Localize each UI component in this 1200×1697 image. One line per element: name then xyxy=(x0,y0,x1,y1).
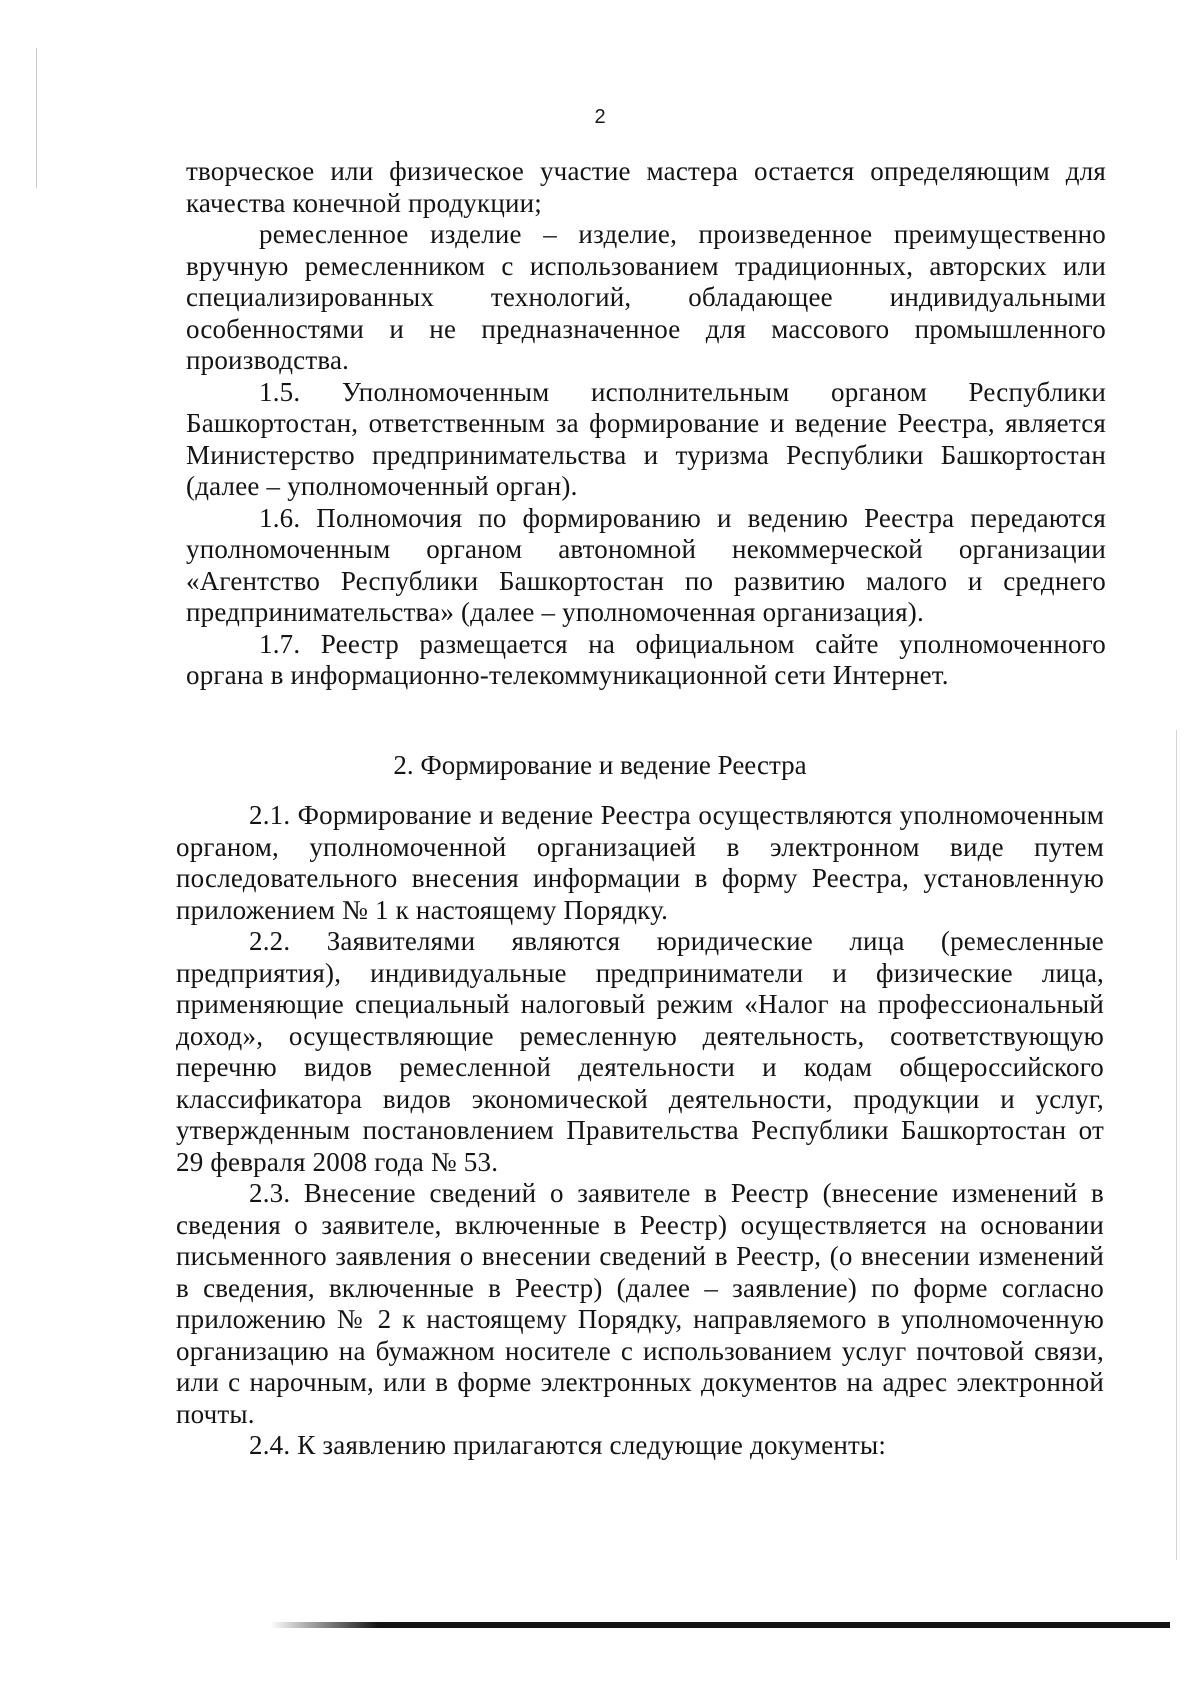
section-heading-2: 2. Формирование и ведение Реестра xyxy=(393,750,807,780)
paragraph-2-4: 2.4. К заявлению прилагаются следующие документы: xyxy=(249,1430,887,1460)
paragraph-2-3: 2.3. Внесение сведений о заявителе в Реестр (внесение изменений в сведения о заявителе, включенные в Реестр) осуществляется на основании письменного заявления о внесении сведений в Реестр, (о внесении изменений в сведения, включенные в Реестр) (далее – заявление) по форме согласно приложению № 2 к настоящему Порядку, направляемого в уполномоченную организацию на бумажном носителе с использованием услуг почтовой связи, или с нарочным, или в форме электронных документов на адрес электронной почты. xyxy=(176,1178,1104,1429)
paragraph-1-5: 1.5. Уполномоченным исполнительным органом Республики Башкортостан, ответственным за формирование и ведение Реестра, является Министерство предпринимательства и туризма Республики Башкортостан (далее – уполномоченный орган). xyxy=(186,376,1106,501)
text-block-section-1 xyxy=(186,156,1106,692)
paragraph-1-7: 1.7. Реестр размещается на официальном сайте уполномоченного органа в информационно-телекоммуникационной сети Интернет. xyxy=(186,628,1106,690)
paragraph-2-1: 2.1. Формирование и ведение Реестра осуществляются уполномоченным органом, уполномоченной организацией в электронном виде путем последовательного внесения информации в форму Реестра, установленную приложением № 1 к настоящему Порядку. xyxy=(176,800,1104,925)
page-number: 2 xyxy=(594,106,606,128)
paragraph-continuation: творческое или физическое участие мастера остается определяющим для качества конечной продукции; xyxy=(186,156,1106,218)
paragraph-definition-craft-item: ремесленное изделие – изделие, произведенное преимущественно вручную ремесленником с использованием традиционных, авторских или специализированных технологий, обладающее индивидуальными особенностями и не предназначенное для массового промышленного производства. xyxy=(186,219,1106,375)
scan-bottom-edge-line xyxy=(270,1622,1170,1628)
text-block-section-2 xyxy=(176,800,1104,1462)
scan-margin-line-right xyxy=(1176,730,1177,1560)
paragraph-2-2: 2.2. Заявителями являются юридические лица (ремесленные предприятия), индивидуальные предприниматели и физические лица, применяющие специальный налоговый режим «Налог на профессиональный доход», осуществляющие ремесленную деятельность, соответствующую перечню видов ремесленной деятельности и кодам общероссийского классификатора видов экономической деятельности, продукции и услуг, утвержденным постановлением Правительства Республики Башкортостан от 29 февраля 2008 года № 53. xyxy=(176,926,1104,1177)
paragraph-1-6: 1.6. Полномочия по формированию и ведению Реестра передаются уполномоченным органом автономной некоммерческой организации «Агентство Республики Башкортостан по развитию малого и среднего предпринимательства» (далее – уполномоченная организация). xyxy=(186,502,1106,627)
